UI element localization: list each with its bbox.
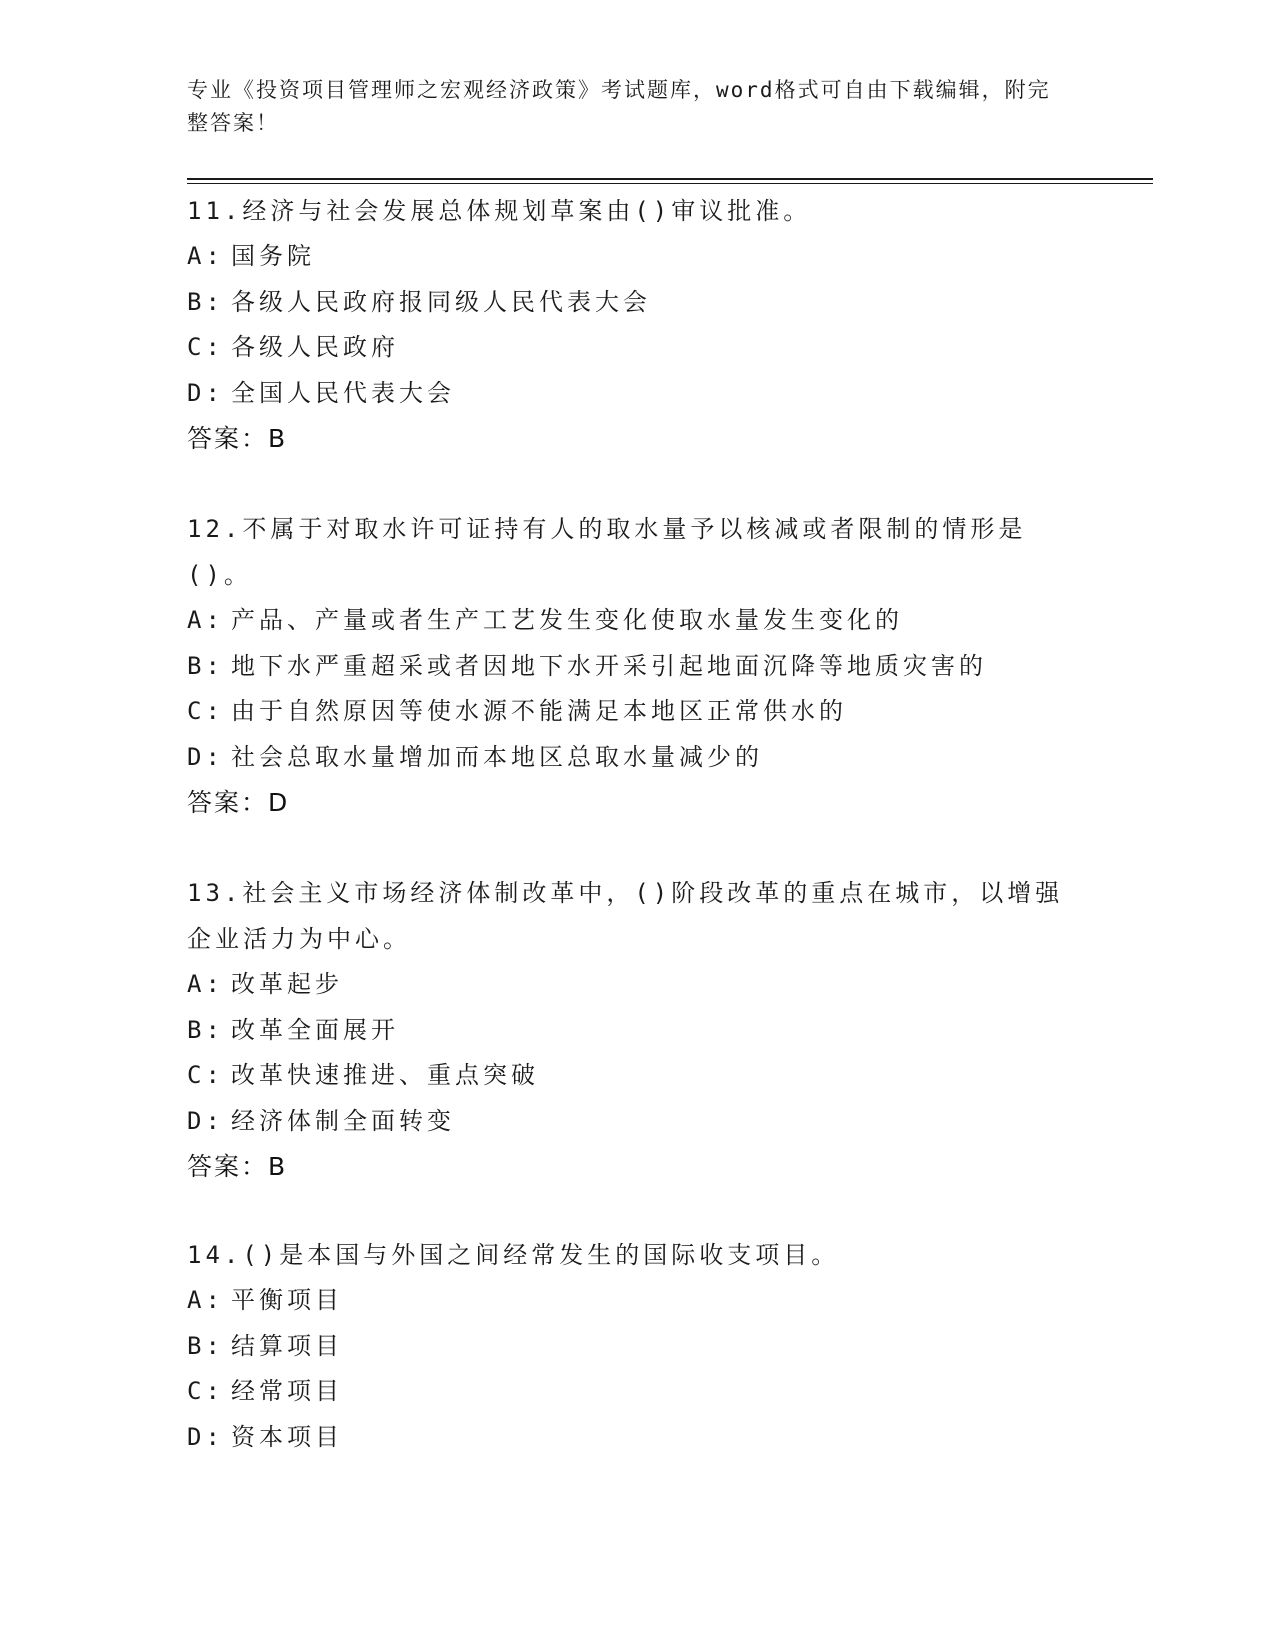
option-text: 改革快速推进、重点突破 <box>231 1061 539 1089</box>
option-text: 各级人民政府报同级人民代表大会 <box>231 287 651 316</box>
option-text: 地下水严重超采或者因地下水开采引起地面沉降等地质灾害的 <box>231 651 987 680</box>
option-letter: A: <box>187 970 224 998</box>
option-letter: C: <box>187 1061 224 1089</box>
option-letter: D: <box>187 378 224 407</box>
option-text: 产品、产量或者生产工艺发生变化使取水量发生变化的 <box>231 606 903 634</box>
option-text: 由于自然原因等使水源不能满足本地区正常供水的 <box>231 697 847 725</box>
option-letter: C: <box>187 697 224 725</box>
option-letter: B: <box>187 651 224 680</box>
option-text: 改革全面展开 <box>231 1015 399 1044</box>
option-letter: D: <box>187 1106 224 1135</box>
option-text: 各级人民政府 <box>231 333 399 361</box>
question-13 <box>187 870 1087 1190</box>
option-b <box>187 280 1087 326</box>
document-header-note: 专业《投资项目管理师之宏观经济政策》考试题库，word格式可自由下载编辑，附完整答案！ <box>187 78 1051 135</box>
option-letter: D: <box>187 742 224 771</box>
option-text: 国务院 <box>231 242 315 270</box>
option-letter: A: <box>187 242 224 270</box>
option-text: 改革起步 <box>231 970 343 998</box>
option-a <box>187 234 1087 280</box>
option-d <box>187 371 1087 417</box>
option-a <box>187 962 1087 1008</box>
option-text: 结算项目 <box>231 1331 343 1360</box>
option-d <box>187 1099 1087 1145</box>
question-stem: 11.经济与社会发展总体规划草案由()审议批准。 <box>187 197 812 225</box>
header-divider-thin <box>187 183 1153 184</box>
option-letter: B: <box>187 1331 224 1360</box>
question-12 <box>187 506 1087 826</box>
option-letter: D: <box>187 1422 224 1451</box>
option-letter: C: <box>187 1377 224 1405</box>
option-c <box>187 1053 1087 1099</box>
option-b <box>187 644 1087 690</box>
option-text: 社会总取水量增加而本地区总取水量减少的 <box>231 742 763 771</box>
question-stem: 13.社会主义市场经济体制改革中，()阶段改革的重点在城市，以增强企业活力为中心。 <box>187 879 1064 953</box>
option-letter: A: <box>187 606 224 634</box>
option-letter: B: <box>187 1015 224 1044</box>
option-text: 经济体制全面转变 <box>231 1106 455 1135</box>
option-letter: C: <box>187 333 224 361</box>
option-text: 经常项目 <box>231 1377 343 1405</box>
answer-label: 答案：D <box>187 788 290 817</box>
question-14 <box>187 1232 1087 1460</box>
option-text: 全国人民代表大会 <box>231 378 455 407</box>
answer-label: 答案：B <box>187 1152 288 1181</box>
option-d <box>187 1415 1087 1461</box>
option-letter: A: <box>187 1286 224 1314</box>
header-divider-thick <box>187 178 1153 180</box>
option-a <box>187 598 1087 644</box>
option-c <box>187 325 1087 371</box>
option-letter: B: <box>187 287 224 316</box>
option-a <box>187 1278 1087 1324</box>
option-text: 平衡项目 <box>231 1286 343 1314</box>
option-text: 资本项目 <box>231 1422 343 1451</box>
option-b <box>187 1324 1087 1370</box>
option-c <box>187 1369 1087 1415</box>
option-d <box>187 735 1087 781</box>
question-stem: 12.不属于对取水许可证持有人的取水量予以核减或者限制的情形是()。 <box>187 515 1027 589</box>
answer-label: 答案：B <box>187 424 288 453</box>
question-11 <box>187 188 1087 462</box>
option-c <box>187 689 1087 735</box>
question-stem: 14.()是本国与外国之间经常发生的国际收支项目。 <box>187 1241 840 1269</box>
option-b <box>187 1008 1087 1054</box>
